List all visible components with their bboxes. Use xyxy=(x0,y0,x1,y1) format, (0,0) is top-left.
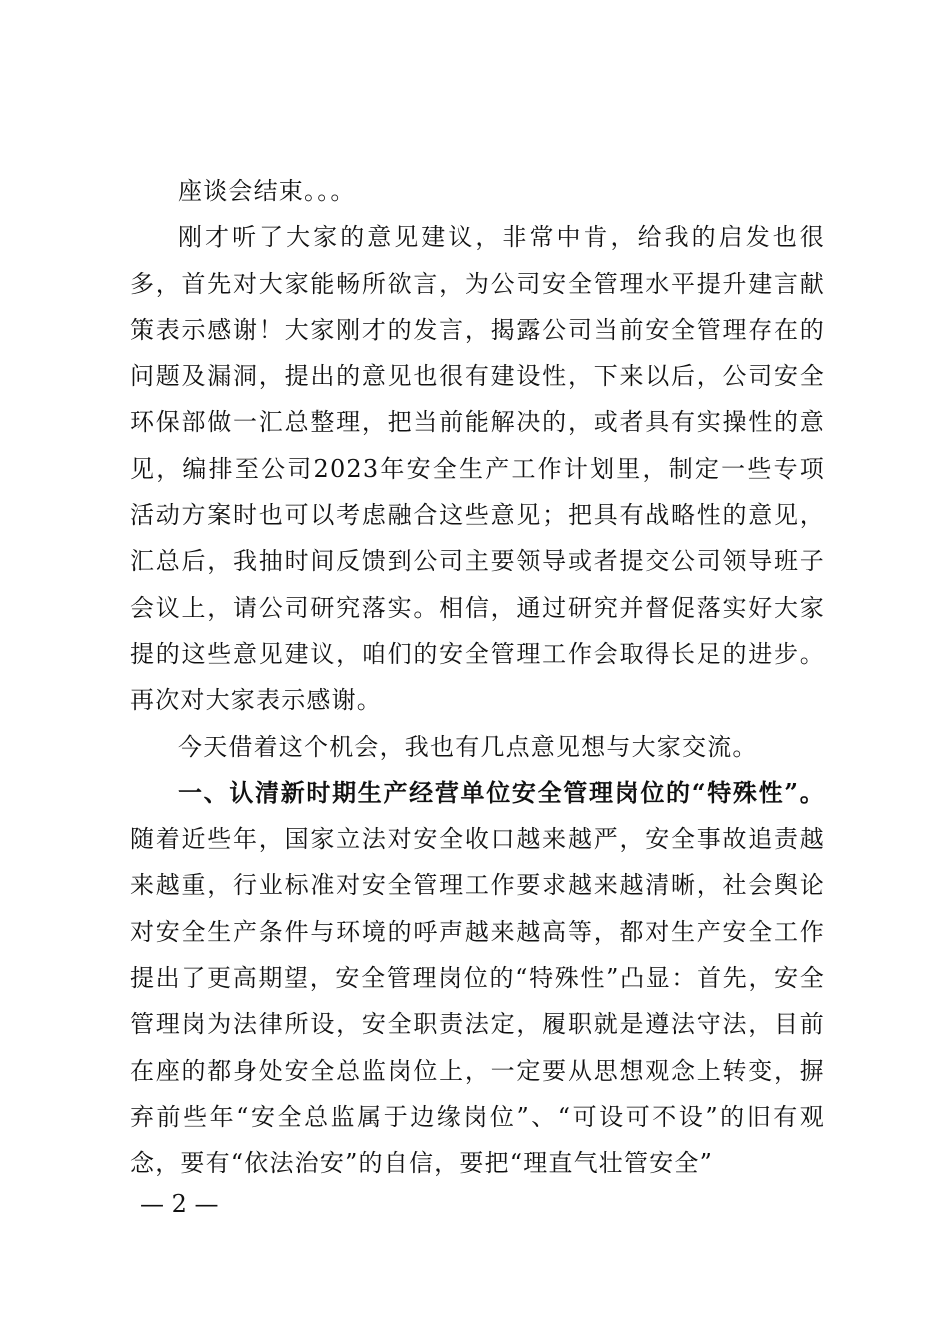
paragraph-intro: 今天借着这个机会，我也有几点意见想与大家交流。 xyxy=(178,732,758,761)
document-body xyxy=(130,168,825,1187)
paragraph-section-one xyxy=(130,770,825,1187)
paragraph-thanks: 刚才听了大家的意见建议，非常中肯，给我的启发也很多，首先对大家能畅所欲言，为公司安全管理水平提升建言献策表示感谢！大家刚才的发言，揭露公司当前安全管理存在的问题及漏洞，提出的意见也很有建设性，下来以后，公司安全环保部做一汇总整理，把当前能解决的，或者具有实操性的意见，编排至公司2023年安全生产工作计划里，制定一些专项活动方案时也可以考虑融合这些意见；把具有战略性的意见，汇总后，我抽时间反馈到公司主要领导或者提交公司领导班子会议上，请公司研究落实。相信，通过研究并督促落实好大家提的这些意见建议，咱们的安全管理工作会取得长足的进步。再次对大家表示感谢。 xyxy=(130,223,825,715)
paragraph-meeting-end: 座谈会结束。。。 xyxy=(178,177,356,205)
section-one-body: 随着近些年，国家立法对安全收口越来越严，安全事故追责越来越重，行业标准对安全管理工作要求越来越清晰，社会舆论对安全生产条件与环境的呼声越来越高等，都对生产安全工作提出了更高期望，安全管理岗位的“特殊性”凸显：首先，安全管理岗为法律所设，安全职责法定，履职就是遵法守法，目前在座的都身处安全总监岗位上，一定要从思想观念上转变，摒弃前些年“安全总监属于边缘岗位”、“可设可不设”的旧有观念，要有“依法治安”的自信，要把“理直气壮管安全” xyxy=(130,825,825,1178)
section-one-heading: 一、认清新时期生产经营单位安全管理岗位的“特殊性”。 xyxy=(178,777,825,807)
page-number: — 2 — xyxy=(140,1190,219,1218)
